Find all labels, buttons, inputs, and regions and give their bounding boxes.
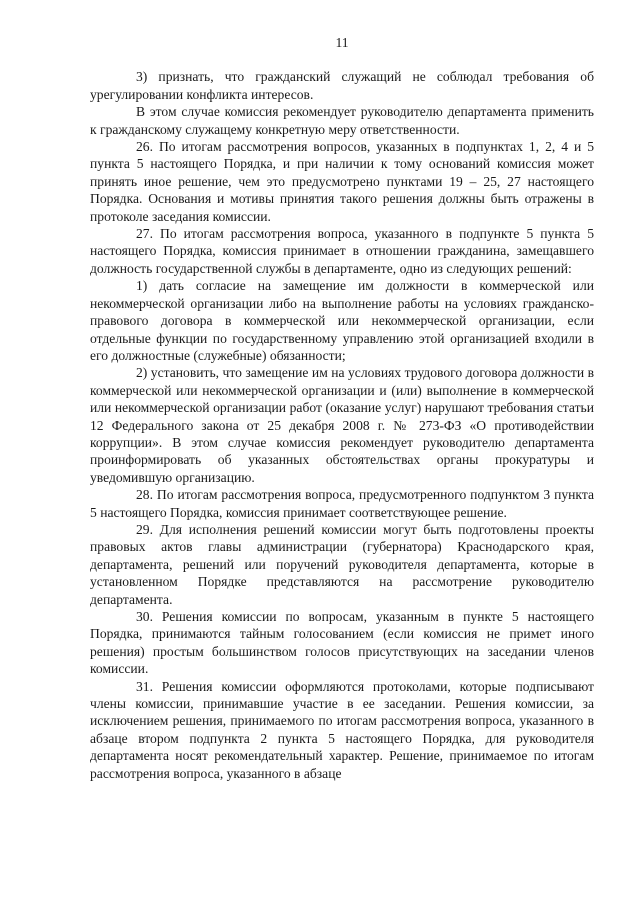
page-number: 11	[335, 35, 349, 50]
paragraph-31: 31. Решения комиссии оформляются протоколами, которые подписывают члены комиссии, принимавшие участие в ее заседании. Решения комиссии, за исключением решения, принимаемого по итогам рассмотрения вопроса, указанного в абзаце втором подпункта 2 пункта 5 настоящего Порядка, для руководителя департамента носят рекомендательный характер. Решение, принимаемое по итогам рассмотрения вопроса, указанного в абзаце	[90, 678, 594, 781]
paragraph-26: 26. По итогам рассмотрения вопросов, указанных в подпунктах 1, 2, 4 и 5 пункта 5 настоящего Порядка, и при наличии к тому оснований комиссия может принять иное решение, чем это предусмотрено пунктами 19 – 25, 27 настоящего Порядка. Основания и мотивы принятия такого решения должны быть отражены в протоколе заседания комиссии.	[90, 139, 594, 224]
paragraph-27-subitem-2: 2) установить, что замещение им на условиях трудового договора должности в коммерческой или некоммерческой организации и (или) выполнение в коммерческой или некоммерческой организации работ (оказание услуг) нарушают требования статьи 12 Федерального закона от 25 декабря 2008 г. № 273-ФЗ «О противодействии коррупции». В этом случае комиссия рекомендует руководителю департамента проинформировать об указанных обстоятельствах органы прокуратуры и уведомившую организацию.	[90, 365, 594, 485]
paragraph-29: 29. Для исполнения решений комиссии могут быть подготовлены проекты правовых актов главы администрации (губернатора) Краснодарского края, департамента, решений или поручений руководителя департамента, которые в установленном Порядке представляются на рассмотрение руководителю департамента.	[90, 521, 594, 607]
paragraph-recommendation: В этом случае комиссия рекомендует руководителю департамента применить к гражданскому служащему конкретную меру ответственности.	[90, 104, 594, 137]
paragraph-30: 30. Решения комиссии по вопросам, указанным в пункте 5 настоящего Порядка, принимаются тайным голосованием (если комиссия не примет иного решения) простым большинством голосов присутствующих на заседании членов комиссии.	[90, 609, 594, 677]
paragraph-27-subitem-1: 1) дать согласие на замещение им должности в коммерческой или некоммерческой организации либо на выполнение работы на условиях гражданско-правового договора в коммерческой или некоммерческой организации, если отдельные функции по государственному управлению этой организацией входили в его должностные (служебные) обязанности;	[90, 278, 594, 363]
paragraph-27: 27. По итогам рассмотрения вопроса, указанного в подпункте 5 пункта 5 настоящего Порядка, комиссия принимает в отношении гражданина, замещавшего должность государственной службы в департаменте, одно из следующих решений:	[90, 226, 594, 276]
paragraph-subitem-3: 3) признать, что гражданский служащий не соблюдал требования об урегулировании конфликта интересов.	[90, 69, 594, 102]
paragraph-28: 28. По итогам рассмотрения вопроса, предусмотренного подпунктом 3 пункта 5 настоящего Порядка, комиссия принимает соответствующее решение.	[90, 487, 594, 520]
